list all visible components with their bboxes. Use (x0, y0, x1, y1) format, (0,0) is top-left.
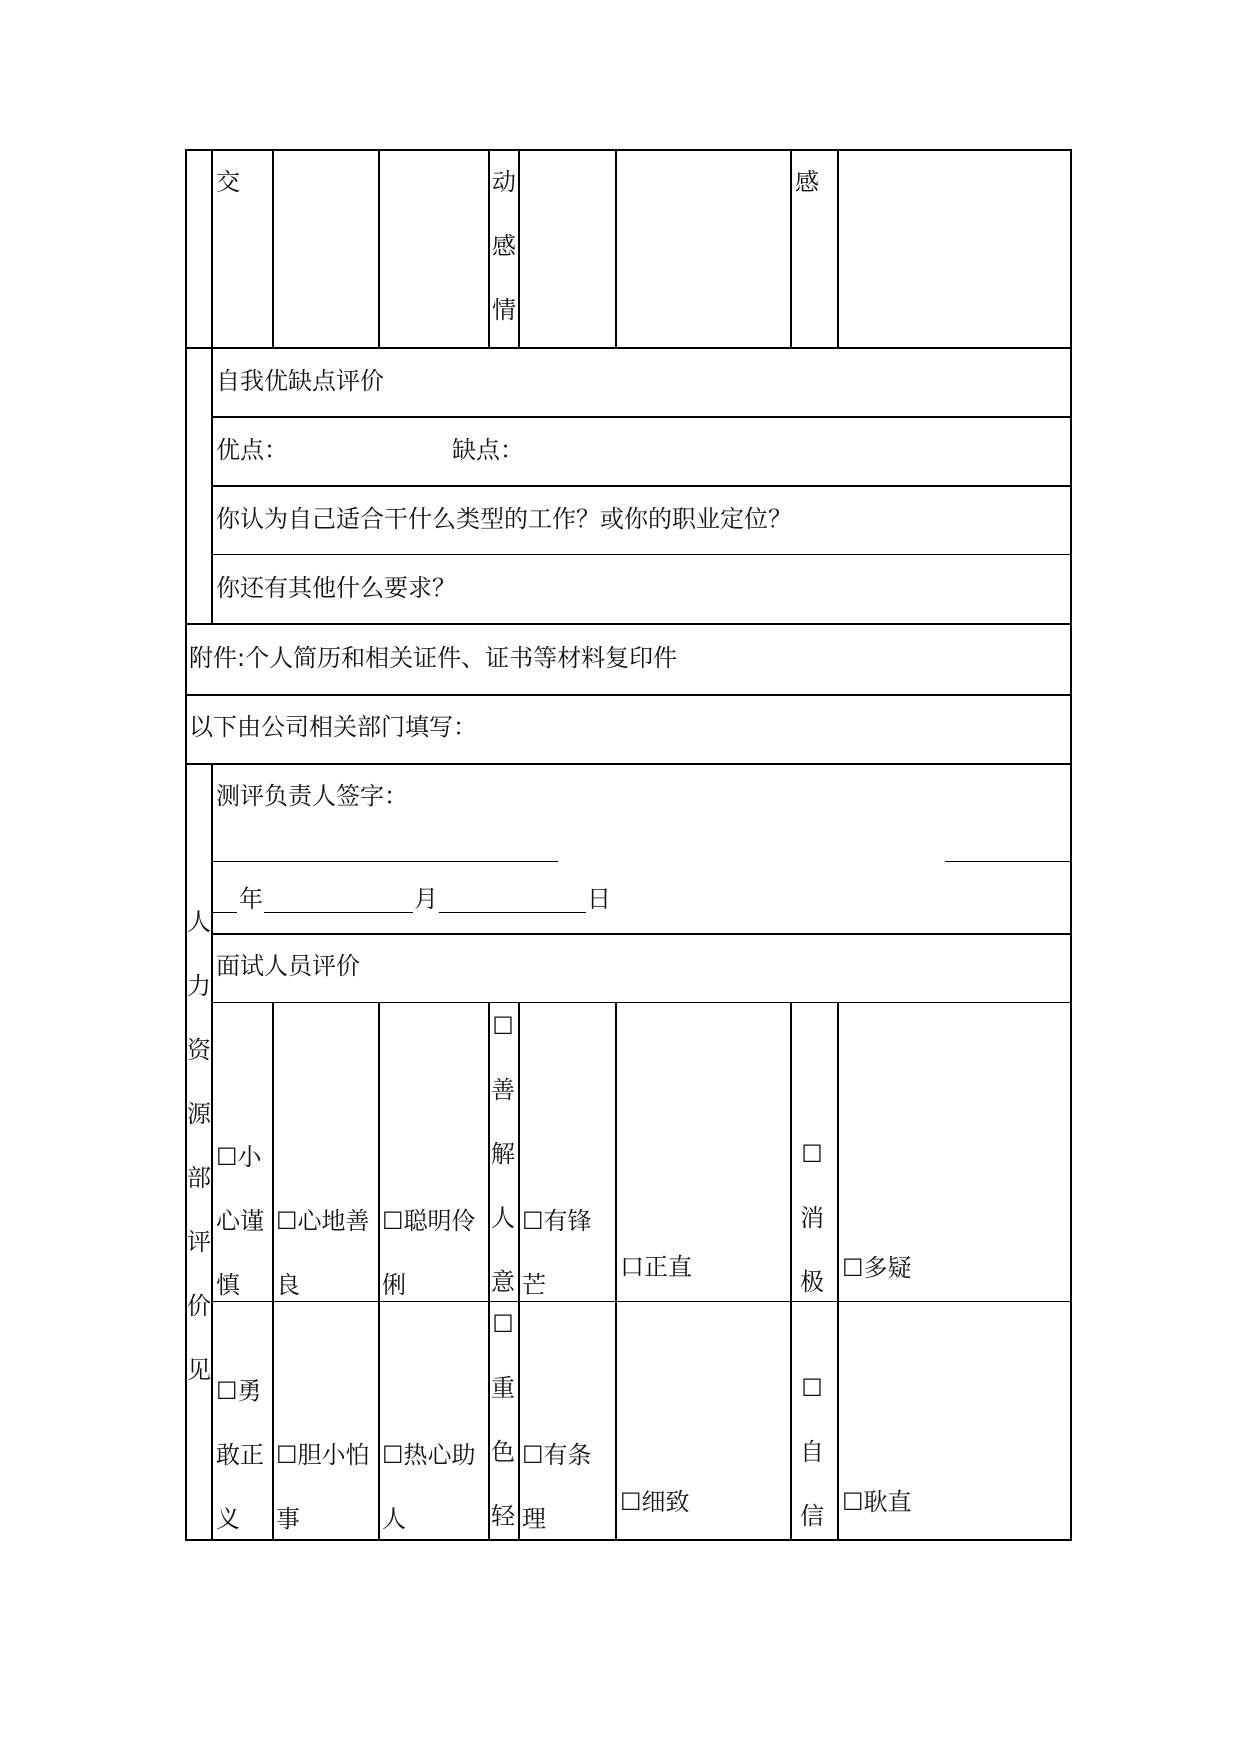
company-note: 以下由公司相关部门填写： (189, 713, 477, 741)
year-label: 年 (239, 885, 263, 913)
col-divider (790, 1002, 792, 1541)
month-blank (264, 912, 413, 913)
row-divider (211, 554, 1072, 555)
option-meticulous[interactable]: ☐细致 (620, 1488, 690, 1516)
row-divider (211, 485, 1072, 487)
col-divider (615, 1002, 617, 1541)
other-question: 你还有其他什么要求？ (216, 574, 456, 602)
row-divider (185, 623, 1072, 625)
top-cell-1-text: 交 (216, 168, 240, 196)
option-confident[interactable]: ☐ 自 信 (800, 1374, 824, 1530)
row-divider (185, 763, 1072, 765)
day-blank (439, 912, 586, 913)
form-table-border (185, 149, 1072, 1541)
option-upright[interactable]: 口正直 (620, 1253, 692, 1281)
option-negative[interactable]: ☐ 消 极 (800, 1140, 824, 1296)
option-helpful[interactable]: ☐热心助 人 (382, 1441, 476, 1533)
attachment-note: 附件:个人简历和相关证件、证书等材料复印件 (189, 644, 678, 672)
option-sharp[interactable]: ☐有锋 芒 (522, 1207, 592, 1299)
option-organized[interactable]: ☐有条 理 (522, 1441, 592, 1533)
strengths-label: 优点： (216, 436, 288, 464)
col-divider (837, 149, 839, 348)
option-kind-hearted[interactable]: ☐心地善 良 (276, 1207, 370, 1299)
col-divider (615, 149, 617, 348)
col-divider (272, 1002, 274, 1541)
col-divider (378, 1002, 380, 1541)
year-blank (213, 912, 237, 913)
job-question: 你认为自己适合干什么类型的工作？或你的职业定位？ (216, 505, 792, 533)
option-timid[interactable]: ☐胆小怕 事 (276, 1441, 370, 1533)
weaknesses-label: 缺点： (452, 436, 524, 464)
col-divider (272, 149, 274, 348)
col-divider (790, 149, 792, 348)
top-cell-4-vertical-text: 动 感 情 (492, 168, 516, 324)
option-understanding[interactable]: ☐ 善 解 人 意 (491, 1012, 515, 1296)
option-clever[interactable]: ☐聪明伶 俐 (382, 1207, 476, 1299)
col-divider (378, 149, 380, 348)
row-divider (211, 1002, 1072, 1003)
option-honest[interactable]: ☐耿直 (842, 1488, 912, 1516)
signature-label: 测评负责人签字： (216, 782, 408, 810)
option-careful[interactable]: ☐小 心谨 慎 (216, 1143, 264, 1299)
day-label: 日 (587, 885, 611, 913)
month-label: 月 (414, 885, 438, 913)
option-brave[interactable]: ☐勇 敢正 义 (216, 1377, 264, 1533)
col-divider (518, 1002, 520, 1541)
signature-line-right (945, 861, 1070, 862)
hr-dept-vertical-label: 人 力 资 源 部 评 价 见 (187, 908, 211, 1384)
option-suspicious[interactable]: ☐多疑 (842, 1254, 912, 1282)
row-divider (211, 416, 1072, 418)
option-favoritism[interactable]: ☐ 重 色 轻 (491, 1310, 515, 1530)
row-divider (211, 933, 1072, 935)
interview-title: 面试人员评价 (216, 952, 360, 980)
top-cell-6-text: 感 (795, 168, 819, 196)
row-divider (185, 694, 1072, 696)
col-divider (837, 1002, 839, 1541)
signature-line (213, 861, 558, 862)
self-eval-title: 自我优缺点评价 (216, 367, 384, 395)
row-divider (185, 347, 1072, 349)
